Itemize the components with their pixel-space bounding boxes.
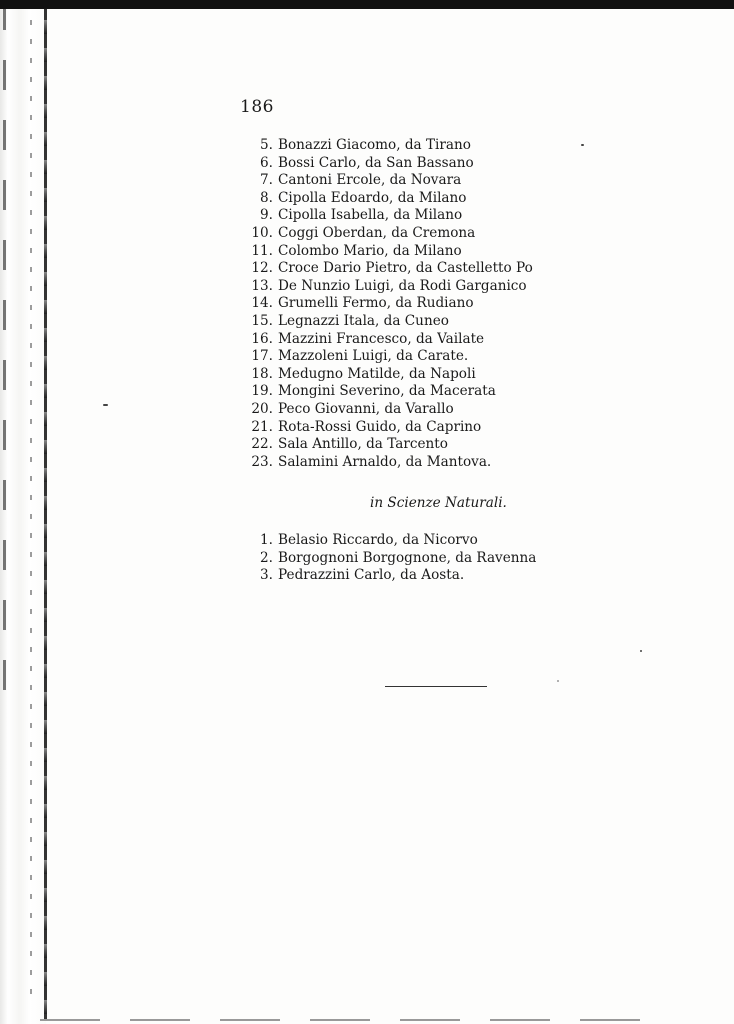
item-text: De Nunzio Luigi, da Rodi Garganico — [278, 277, 527, 294]
list-item — [232, 419, 562, 437]
item-number: 16. — [251, 330, 273, 347]
item-number: 21. — [251, 418, 273, 435]
item-number: 13. — [251, 277, 273, 294]
graduate-list-a — [232, 137, 562, 471]
list-item — [232, 331, 562, 349]
item-number: 10. — [251, 224, 273, 241]
item-number: 14. — [251, 295, 273, 312]
item-text: Bonazzi Giacomo, da Tirano — [278, 137, 471, 153]
scan-speck — [103, 404, 108, 406]
list-item — [232, 278, 562, 296]
list-item — [232, 243, 562, 261]
item-number: 23. — [251, 453, 273, 470]
list-item — [232, 532, 562, 550]
list-item — [232, 190, 562, 208]
list-item — [232, 313, 562, 331]
graduate-list-b — [232, 532, 562, 585]
list-item — [232, 550, 562, 568]
item-text: Croce Dario Pietro, da Castelletto Po — [278, 260, 533, 277]
item-text: Grumelli Fermo, da Rudiano — [278, 295, 474, 312]
item-text: Colombo Mario, da Milano — [278, 242, 462, 259]
item-text: Legnazzi Itala, da Cuneo — [278, 312, 449, 329]
item-text: Borgognoni Borgognone, da Ravenna — [278, 549, 537, 566]
item-number: 9. — [260, 207, 273, 224]
item-number: 5. — [260, 137, 273, 153]
scan-speck — [557, 680, 559, 682]
list-item — [232, 567, 562, 585]
item-text: Cipolla Isabella, da Milano — [278, 207, 463, 224]
item-text: Rota-Rossi Guido, da Caprino — [278, 418, 482, 435]
list-item — [232, 436, 562, 454]
binding-line — [44, 6, 47, 1021]
binding-edge — [0, 0, 46, 1024]
scan-speck — [640, 650, 642, 652]
item-text: Salamini Arnaldo, da Mantova. — [278, 453, 492, 470]
page-number: 186 — [240, 97, 274, 117]
item-number: 6. — [260, 154, 273, 171]
item-text: Mongini Severino, da Macerata — [278, 383, 496, 400]
item-number: 18. — [251, 365, 273, 382]
list-item — [232, 295, 562, 313]
top-scan-edge — [0, 0, 734, 9]
list-item — [232, 366, 562, 384]
item-text: Pedrazzini Carlo, da Aosta. — [278, 567, 465, 584]
item-number: 20. — [251, 400, 273, 417]
item-text: Coggi Oberdan, da Cremona — [278, 224, 476, 241]
item-number: 11. — [251, 242, 273, 259]
section-heading: in Scienze Naturali. — [370, 495, 507, 511]
scan-speck — [581, 144, 584, 146]
item-number: 8. — [260, 189, 273, 206]
item-number: 19. — [251, 383, 273, 400]
list-item — [232, 155, 562, 173]
item-text: Sala Antillo, da Tarcento — [278, 436, 448, 453]
item-text: Medugno Matilde, da Napoli — [278, 365, 476, 382]
item-number: 22. — [251, 436, 273, 453]
item-text: Peco Giovanni, da Varallo — [278, 400, 454, 417]
list-item — [232, 172, 562, 190]
list-item — [232, 207, 562, 225]
list-item — [232, 348, 562, 366]
list-item — [232, 454, 562, 472]
list-item — [232, 137, 562, 155]
item-text: Mazzoleni Luigi, da Carate. — [278, 348, 469, 365]
list-item — [232, 260, 562, 278]
item-number: 15. — [251, 312, 273, 329]
item-number: 3. — [260, 567, 273, 584]
item-text: Bossi Carlo, da San Bassano — [278, 154, 474, 171]
list-item — [232, 225, 562, 243]
binding-stitch — [30, 20, 32, 1000]
item-number: 17. — [251, 348, 273, 365]
bottom-scan-edge — [40, 1019, 640, 1021]
item-text: Cantoni Ercole, da Novara — [278, 172, 462, 189]
closing-rule — [385, 686, 487, 687]
binding-shadow — [3, 0, 6, 700]
list-item — [232, 401, 562, 419]
list-item — [232, 383, 562, 401]
item-number: 12. — [251, 260, 273, 277]
item-number: 7. — [260, 172, 273, 189]
item-number: 2. — [260, 549, 273, 566]
item-text: Mazzini Francesco, da Vailate — [278, 330, 485, 347]
item-text: Cipolla Edoardo, da Milano — [278, 189, 467, 206]
item-text: Belasio Riccardo, da Nicorvo — [278, 532, 478, 548]
item-number: 1. — [260, 532, 273, 548]
